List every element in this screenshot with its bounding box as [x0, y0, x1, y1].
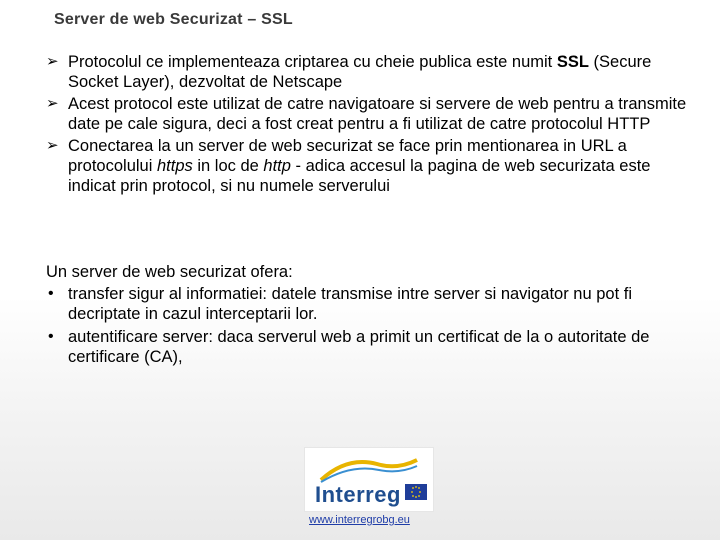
- logo-graphic-icon: [317, 454, 421, 484]
- list-item: ➢ Conectarea la un server de web securizat se face prin mentionarea in URL a protocolului https in loc de http - adica accesul la pagina de web securizata este indicat prin protocol, si nu numele serverului: [46, 137, 651, 195]
- arrow-bullet-icon: ➢: [46, 137, 59, 154]
- intro-text: Un server de web securizat ofera:: [46, 263, 293, 281]
- list-item: ➢ Acest protocol este utilizat de catre navigatoare si servere de web pentru a transmite date pe cale sigura, deci a fost creat pentru a fi utilizat de catre protocolul HTTP: [46, 95, 687, 133]
- arrow-bullet-list: [46, 52, 696, 198]
- slide-title: Server de web Securizat – SSL: [54, 11, 293, 28]
- list-item: • autentificare server: daca serverul web a primit un certificat de la o autoritate de certificare (CA),: [48, 328, 650, 366]
- list-item: • transfer sigur al informatiei: datele transmise intre server si navigator nu pot fi decriptate in cazul interceptarii lor.: [48, 285, 632, 323]
- dot-bullet-icon: •: [48, 328, 54, 345]
- dot-bullet-icon: •: [48, 285, 54, 302]
- logo-text: Interreg: [315, 482, 401, 507]
- arrow-bullet-icon: ➢: [46, 95, 59, 112]
- arrow-bullet-icon: ➢: [46, 53, 59, 70]
- website-link[interactable]: www.interregrobg.eu: [309, 514, 410, 526]
- list-item: ➢ Protocolul ce implementeaza criptarea cu cheie publica este numit SSL (Secure Socket Layer), dezvoltat de Netscape: [46, 53, 652, 91]
- eu-flag-icon: [405, 484, 427, 500]
- dot-bullet-list: [46, 284, 696, 370]
- interreg-logo: [304, 447, 434, 512]
